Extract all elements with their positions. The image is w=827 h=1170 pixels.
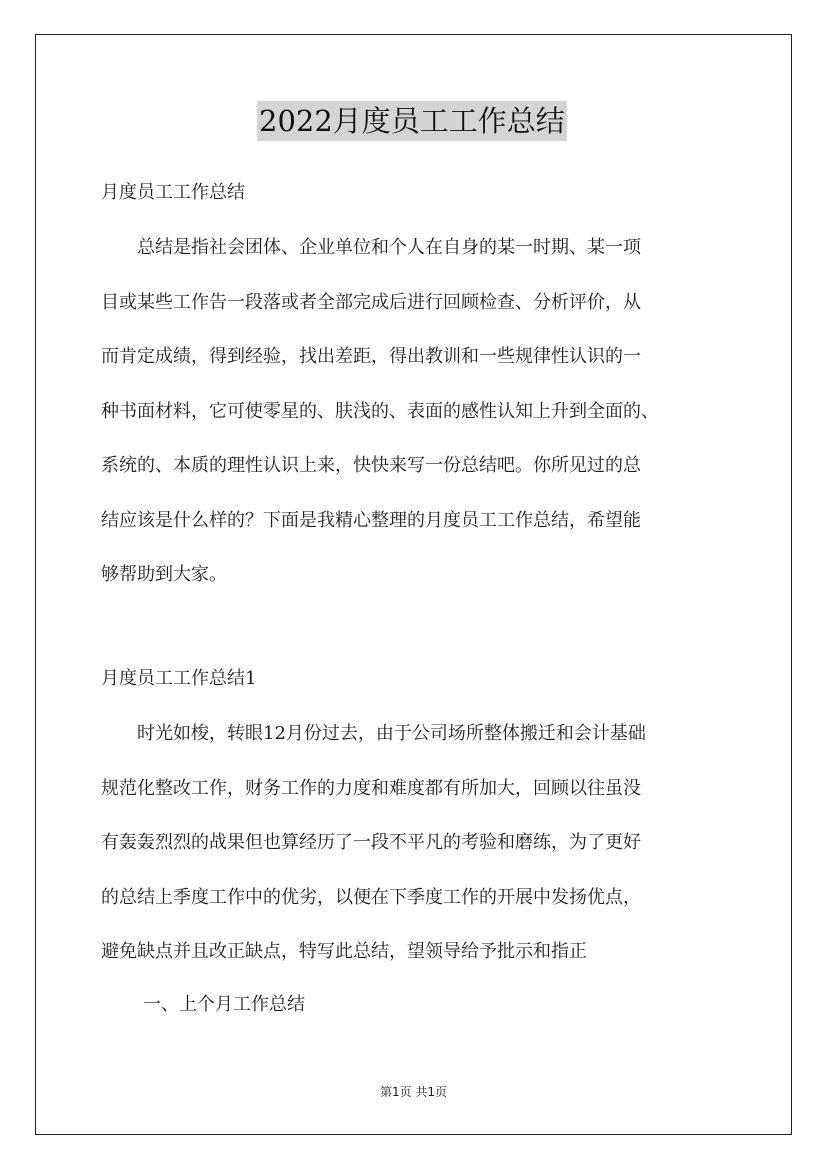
text-line: 时光如梭，转眼12月份过去，由于公司场所整体搬迁和会计基础 — [101, 723, 646, 744]
section-1-paragraph — [101, 707, 731, 980]
section-1-heading: 月度员工工作总结1 — [101, 668, 257, 689]
page-footer: 第1页 共1页 — [379, 1085, 448, 1099]
intro-paragraph — [101, 221, 731, 603]
text-line: 而肯定成绩，得到经验，找出差距，得出教训和一些规律性认识的一 — [101, 346, 641, 367]
text-line: 有轰轰烈烈的战果但也算经历了一段不平凡的考验和磨练，为了更好 — [101, 832, 641, 853]
text-line: 够帮助到大家。 — [101, 564, 227, 585]
document-subtitle: 月度员工工作总结 — [101, 182, 245, 203]
text-line: 的总结上季度工作中的优劣，以便在下季度工作的开展中发扬优点， — [101, 886, 641, 908]
text-line: 目或某些工作告一段落或者全部完成后进行回顾检查、分析评价，从 — [101, 291, 641, 313]
text-line: 结应该是什么样的？下面是我精心整理的月度员工工作总结，希望能 — [101, 509, 641, 531]
text-line: 避免缺点并且改正缺点，特写此总结，望领导给予批示和指正 — [101, 941, 587, 962]
text-line: 种书面材料，它可使零星的、肤浅的、表面的感性认知上升到全面的、 — [101, 400, 659, 422]
text-line: 规范化整改工作，财务工作的力度和难度都有所加大，回顾以往虽没 — [101, 777, 641, 799]
section-1-subheading: 一、上个月工作总结 — [143, 994, 305, 1015]
text-line: 总结是指社会团体、企业单位和个人在自身的某一时期、某一项 — [101, 237, 641, 258]
text-line: 系统的、本质的理性认识上来，快快来写一份总结吧。你所见过的总 — [101, 455, 641, 476]
document-title: 2022月度员工工作总结 — [257, 101, 567, 141]
